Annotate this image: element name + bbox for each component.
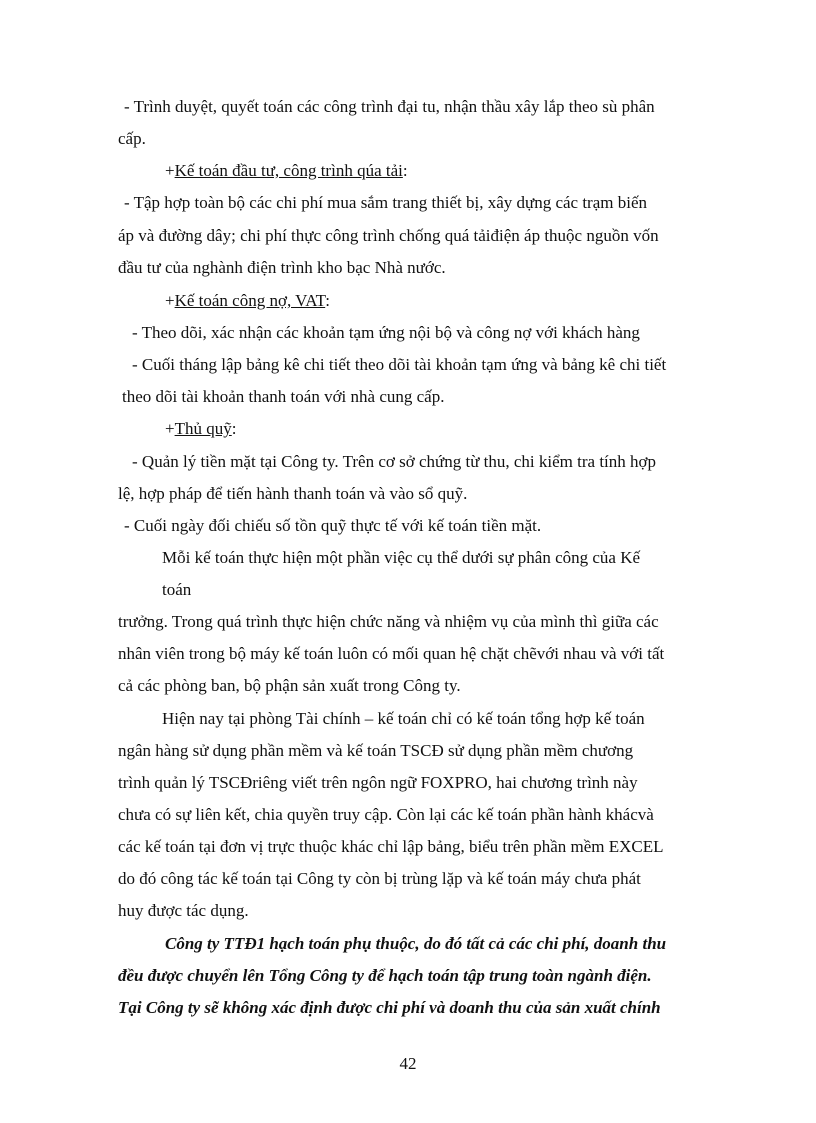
text-line: - Quản lý tiền mặt tại Công ty. Trên cơ sở chứng từ thu, chi kiểm tra tính hợp (132, 452, 657, 471)
heading-prefix: + (165, 161, 175, 180)
text-line: theo dõi tài khoản thanh toán với nhà cung cấp. (122, 387, 445, 406)
heading-text: Kế toán công nợ, VAT (174, 291, 326, 310)
text-line: ngân hàng sử dụng phần mềm và kế toán TSCĐ sử dụng phần mềm chương (118, 741, 634, 760)
text-line: Hiện nay tại phòng Tài chính – kế toán chỉ có kế toán tổng hợp kế toán (162, 709, 645, 728)
text-line: cấp. (118, 129, 146, 148)
bold-italic-line: Tại Công ty sẽ không xác định được chi phí và doanh thu của sản xuất chính (118, 998, 661, 1017)
text-line: - Theo dõi, xác nhận các khoản tạm ứng nội bộ và công nợ với khách hàng (132, 323, 640, 342)
text-line: trưởng. Trong quá trình thực hiện chức năng và nhiệm vụ của mình thì giữa các (118, 612, 659, 631)
text-line: - Trình duyệt, quyết toán các công trình đại tu, nhận thầu xây lắp theo sù phân (124, 97, 655, 116)
heading-suffix: : (325, 291, 330, 310)
section-heading-debt-vat (165, 290, 330, 312)
text-line: cả các phòng ban, bộ phận sản xuất trong Công ty. (118, 676, 461, 695)
heading-suffix: : (231, 419, 237, 438)
bold-italic-line: đều được chuyển lên Tổng Công ty để hạch toán tập trung toàn ngành điện. (118, 966, 652, 985)
page-number: 42 (399, 1054, 417, 1073)
text-line: nhân viên trong bộ máy kế toán luôn có mối quan hệ chặt chẽvới nhau và với tất (118, 644, 665, 663)
text-line: đầu tư của nghành điện trình kho bạc Nhà nước. (118, 258, 446, 277)
heading-text: Kế toán đầu tư, công trình qúa tải (174, 161, 403, 180)
text-line: do đó công tác kế toán tại Công ty còn bị trùng lặp và kế toán máy chưa phát (118, 869, 641, 888)
text-line: các kế toán tại đơn vị trực thuộc khác chỉ lập bảng, biểu trên phần mềm EXCEL (118, 837, 664, 856)
heading-prefix: + (165, 419, 175, 438)
text-line: - Cuối ngày đối chiếu số tồn quỹ thực tế với kế toán tiền mặt. (124, 516, 542, 535)
text-line: áp và đường dây; chi phí thực công trình chống quá tảiđiện áp thuộc nguồn vốn (118, 226, 659, 245)
heading-suffix: : (402, 161, 408, 180)
heading-text: Thủ quỹ (174, 419, 232, 438)
heading-prefix: + (165, 291, 175, 310)
text-line: trình quản lý TSCĐriêng viết trên ngôn ngữ FOXPRO, hai chương trình này (118, 773, 638, 792)
text-line: lệ, hợp pháp để tiến hành thanh toán và vào sổ quỹ. (118, 484, 468, 503)
section-heading-treasurer (165, 418, 236, 440)
text-line: chưa có sự liên kết, chia quyền truy cập. Còn lại các kế toán phần hành khácvà (118, 805, 654, 824)
text-line: Mỗi kế toán thực hiện một phần việc cụ thể dưới sự phân công của Kế (162, 548, 641, 567)
section-heading-investment-accounting (165, 160, 408, 182)
bold-italic-line: Công ty TTĐ1 hạch toán phụ thuộc, do đó tất cả các chi phí, doanh thu (165, 934, 667, 953)
text-line: huy được tác dụng. (118, 901, 249, 920)
text-line: - Tập hợp toàn bộ các chi phí mua sắm trang thiết bị, xây dựng các trạm biến (124, 193, 648, 212)
text-line: toán (162, 580, 192, 599)
text-line: - Cuối tháng lập bảng kê chi tiết theo dõi tài khoản tạm ứng và bảng kê chi tiết (132, 355, 667, 374)
